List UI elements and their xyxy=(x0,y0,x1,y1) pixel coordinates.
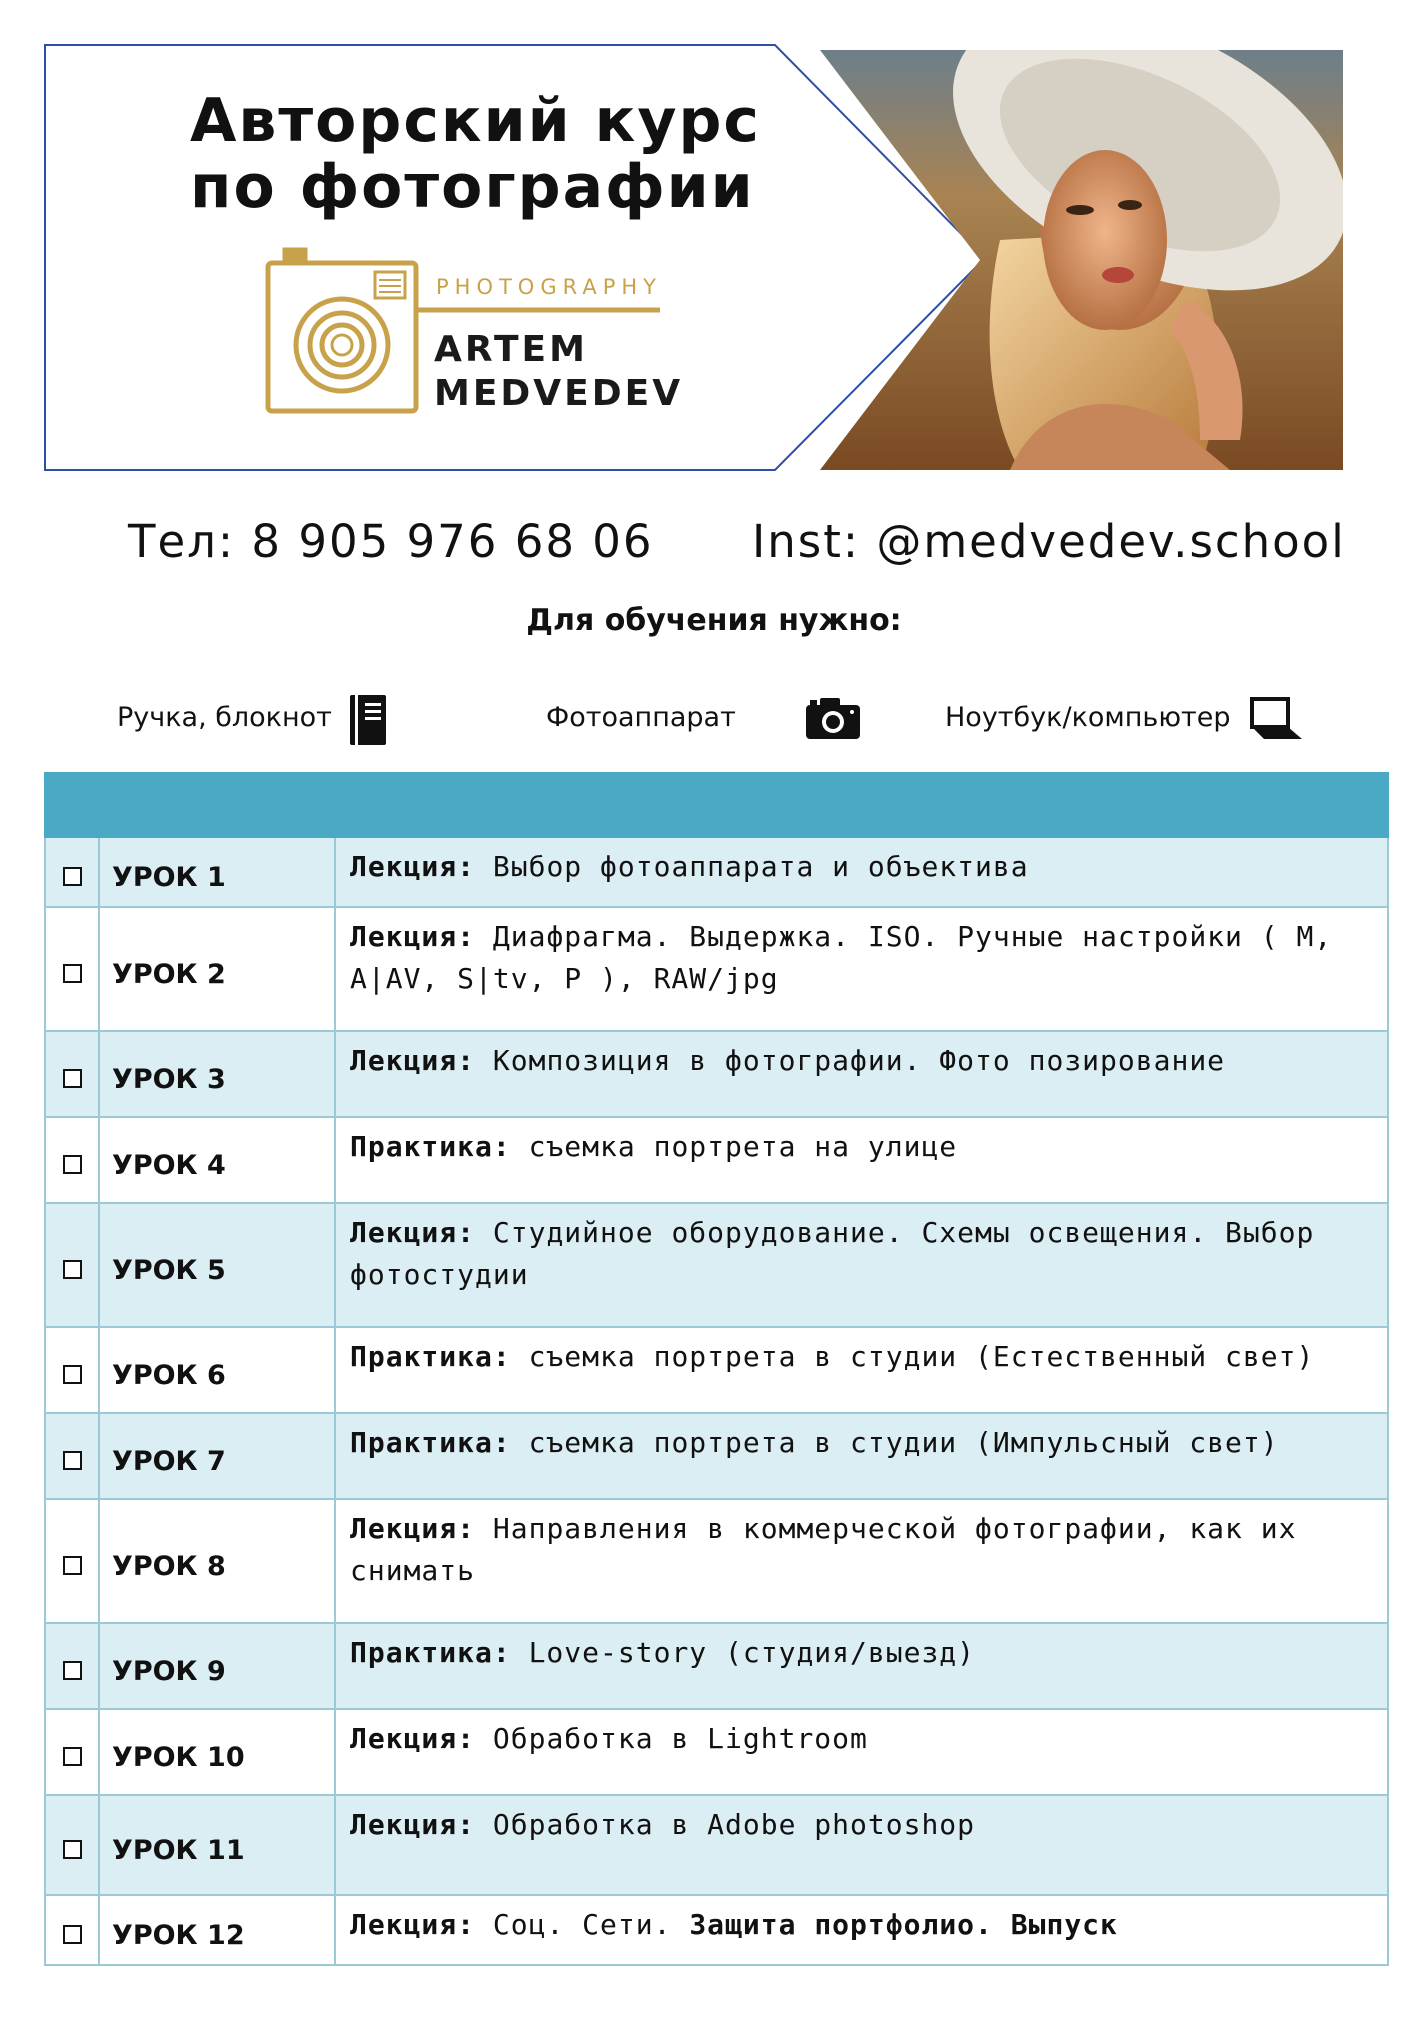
lesson-description xyxy=(335,1623,1388,1709)
table-header-cell xyxy=(335,773,1388,837)
lesson-checkbox-cell xyxy=(45,1117,99,1203)
lesson-row xyxy=(45,1623,1388,1709)
lesson-name: УРОК 8 xyxy=(99,1499,335,1623)
lesson-checkbox-cell xyxy=(45,1413,99,1499)
lesson-checkbox[interactable] xyxy=(63,1260,82,1279)
lesson-topic: Выбор фотоаппарата и объектива xyxy=(492,850,1029,883)
lesson-topic: Композиция в фотографии. Фото позирование xyxy=(492,1044,1226,1077)
lesson-topic: Love-story (студия/выезд) xyxy=(528,1636,976,1669)
lesson-checkbox[interactable] xyxy=(63,1451,82,1470)
lesson-topic: съемка портрета на улице xyxy=(528,1130,958,1163)
lesson-description xyxy=(335,907,1388,1031)
lesson-topic: Обработка в Adobe photoshop xyxy=(492,1808,976,1841)
lesson-row xyxy=(45,1499,1388,1623)
lesson-name: УРОК 10 xyxy=(99,1709,335,1795)
lesson-name: УРОК 4 xyxy=(99,1117,335,1203)
lesson-topic: Студийное оборудование. Схемы освещения. Выбор фотостудии xyxy=(350,1216,1315,1291)
lesson-description xyxy=(335,1895,1388,1965)
lesson-checkbox-cell xyxy=(45,837,99,907)
lesson-name: УРОК 7 xyxy=(99,1413,335,1499)
lesson-type: Практика: xyxy=(350,1636,511,1669)
lesson-type: Лекция: xyxy=(350,1808,476,1841)
lesson-checkbox-cell xyxy=(45,1499,99,1623)
table-header-cell xyxy=(45,773,99,837)
lesson-checkbox[interactable] xyxy=(63,964,82,983)
lesson-row xyxy=(45,1895,1388,1965)
table-header-cell xyxy=(99,773,335,837)
lesson-row xyxy=(45,1327,1388,1413)
lesson-checkbox-cell xyxy=(45,1031,99,1117)
lesson-checkbox-cell xyxy=(45,1327,99,1413)
logo-name xyxy=(434,328,683,416)
lesson-type: Практика: xyxy=(350,1130,511,1163)
logo-tagline: PHOTOGRAPHY xyxy=(436,275,663,299)
lesson-checkbox[interactable] xyxy=(63,1155,82,1174)
lesson-name: УРОК 11 xyxy=(99,1795,335,1895)
logo-name-line-2: MEDVEDEV xyxy=(434,373,684,414)
lesson-description xyxy=(335,1203,1388,1327)
lesson-row xyxy=(45,1031,1388,1117)
lesson-description xyxy=(335,837,1388,907)
notebook-icon xyxy=(348,693,388,747)
lesson-checkbox-cell xyxy=(45,1623,99,1709)
lesson-name: УРОК 1 xyxy=(99,837,335,907)
lesson-type: Лекция: xyxy=(350,920,476,953)
lesson-name: УРОК 9 xyxy=(99,1623,335,1709)
lesson-name: УРОК 5 xyxy=(99,1203,335,1327)
lesson-row xyxy=(45,907,1388,1031)
instagram-handle: Inst: @medvedev.school xyxy=(752,515,1346,568)
need-item-camera: Фотоаппарат xyxy=(546,702,736,733)
lesson-checkbox-cell xyxy=(45,1203,99,1327)
lesson-description xyxy=(335,1709,1388,1795)
banner-frame xyxy=(0,0,1428,480)
lesson-checkbox[interactable] xyxy=(63,1840,82,1859)
lesson-type: Лекция: xyxy=(350,850,476,883)
lesson-row xyxy=(45,837,1388,907)
logo-name-line-1: ARTEM xyxy=(434,329,588,370)
lesson-name: УРОК 3 xyxy=(99,1031,335,1117)
lesson-description xyxy=(335,1499,1388,1623)
lesson-type: Лекция: xyxy=(350,1908,476,1941)
lesson-topic: Направления в коммерческой фотографии, как их снимать xyxy=(350,1512,1297,1587)
lesson-name: УРОК 2 xyxy=(99,907,335,1031)
title-line-2: по фотографии xyxy=(190,152,755,222)
course-title xyxy=(190,86,761,222)
lesson-description xyxy=(335,1327,1388,1413)
table-header-row xyxy=(45,773,1388,837)
needs-heading: Для обучения нужно: xyxy=(526,603,902,638)
lesson-checkbox[interactable] xyxy=(63,1925,82,1944)
lesson-type: Лекция: xyxy=(350,1722,476,1755)
lesson-topic: Соц. Сети. xyxy=(492,1908,672,1941)
lesson-checkbox-cell xyxy=(45,907,99,1031)
lesson-checkbox[interactable] xyxy=(63,1069,82,1088)
lesson-checkbox[interactable] xyxy=(63,1747,82,1766)
lesson-topic-emphasis: Защита портфолио. Выпуск xyxy=(689,1908,1118,1941)
lesson-row xyxy=(45,1203,1388,1327)
camera-icon xyxy=(804,695,862,741)
lesson-checkbox-cell xyxy=(45,1895,99,1965)
lesson-type: Лекция: xyxy=(350,1216,476,1249)
lesson-topic: Диафрагма. Выдержка. ISO. Ручные настройки ( M, A|AV, S|tv, P ), RAW/jpg xyxy=(350,920,1333,995)
lesson-type: Практика: xyxy=(350,1340,511,1373)
lesson-description xyxy=(335,1117,1388,1203)
lesson-description xyxy=(335,1413,1388,1499)
title-line-1: Авторский курс xyxy=(190,86,761,156)
phone-number: Тел: 8 905 976 68 06 xyxy=(128,515,654,568)
lesson-description xyxy=(335,1795,1388,1895)
lessons-table xyxy=(44,772,1389,1966)
lesson-name: УРОК 6 xyxy=(99,1327,335,1413)
lesson-checkbox-cell xyxy=(45,1709,99,1795)
lesson-description xyxy=(335,1031,1388,1117)
lesson-name: УРОК 12 xyxy=(99,1895,335,1965)
lesson-checkbox-cell xyxy=(45,1795,99,1895)
lesson-row xyxy=(45,1117,1388,1203)
lesson-checkbox[interactable] xyxy=(63,867,82,886)
need-item-notebook: Ручка, блокнот xyxy=(117,702,332,733)
lesson-checkbox[interactable] xyxy=(63,1556,82,1575)
lesson-type: Лекция: xyxy=(350,1512,476,1545)
lesson-type: Лекция: xyxy=(350,1044,476,1077)
lesson-checkbox[interactable] xyxy=(63,1661,82,1680)
lesson-topic: съемка портрета в студии (Импульсный свет) xyxy=(528,1426,1279,1459)
lesson-topic: Обработка в Lightroom xyxy=(492,1722,868,1755)
lesson-checkbox[interactable] xyxy=(63,1365,82,1384)
lesson-topic: съемка портрета в студии (Естественный свет) xyxy=(528,1340,1315,1373)
laptop-icon xyxy=(1248,695,1304,745)
lesson-row xyxy=(45,1709,1388,1795)
lesson-type: Практика: xyxy=(350,1426,511,1459)
need-item-laptop: Ноутбук/компьютер xyxy=(945,702,1231,733)
lesson-row xyxy=(45,1795,1388,1895)
lesson-row xyxy=(45,1413,1388,1499)
